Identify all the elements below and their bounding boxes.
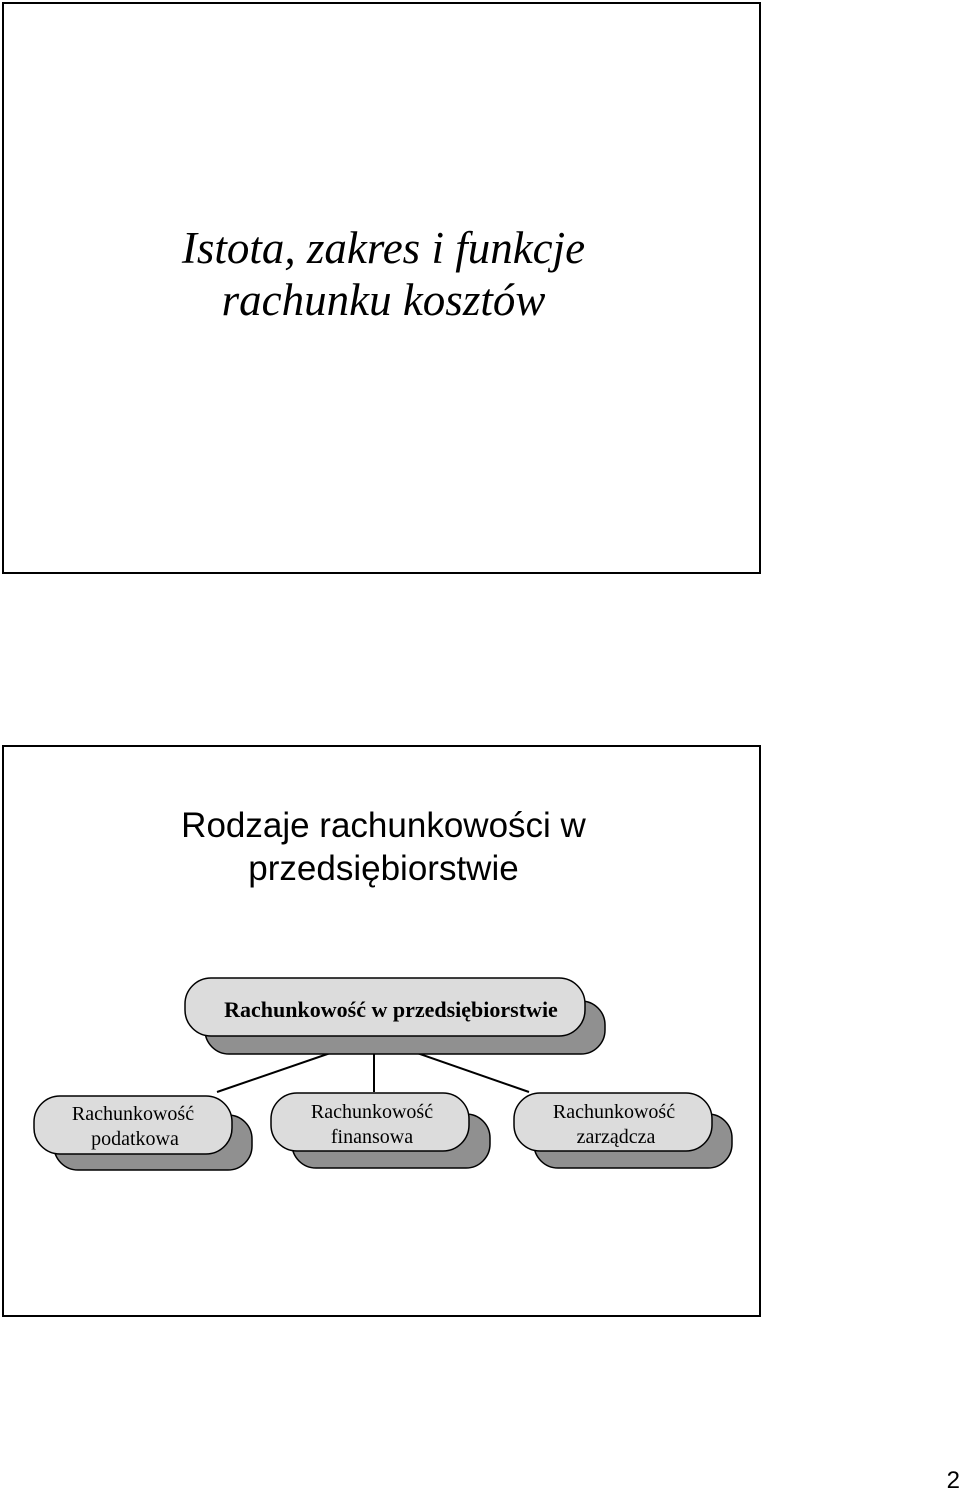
org-chart-diagram bbox=[4, 747, 759, 1315]
child-node-label-line-1: Rachunkowość bbox=[71, 1103, 195, 1125]
child-node-label-line-1: Rachunkowość bbox=[552, 1101, 676, 1123]
slide-1 bbox=[2, 2, 761, 574]
page-number: 2 bbox=[946, 1467, 960, 1494]
child-node-podatkowa bbox=[34, 1096, 252, 1170]
slide-2-title-line-1: Rodzaje rachunkowości w bbox=[181, 806, 586, 845]
child-node-label-line-2: podatkowa bbox=[91, 1128, 179, 1150]
root-node-label: Rachunkowość w przedsiębiorstwie bbox=[224, 997, 558, 1022]
child-node-label-line-1: Rachunkowość bbox=[310, 1101, 434, 1123]
slide-2 bbox=[2, 745, 761, 1317]
slide-1-title-line-2: rachunku kosztów bbox=[221, 275, 546, 325]
slide-1-title bbox=[4, 222, 763, 326]
root-node bbox=[185, 978, 605, 1054]
slide-2-title-line-2: przedsiębiorstwie bbox=[248, 849, 519, 888]
child-node-finansowa bbox=[271, 1093, 490, 1168]
child-node-label-line-2: finansowa bbox=[330, 1126, 414, 1148]
child-node-zarzadcza bbox=[514, 1093, 732, 1168]
child-node-label-line-2: zarządcza bbox=[576, 1126, 656, 1148]
slide-1-title-line-1: Istota, zakres i funkcje bbox=[181, 223, 586, 273]
